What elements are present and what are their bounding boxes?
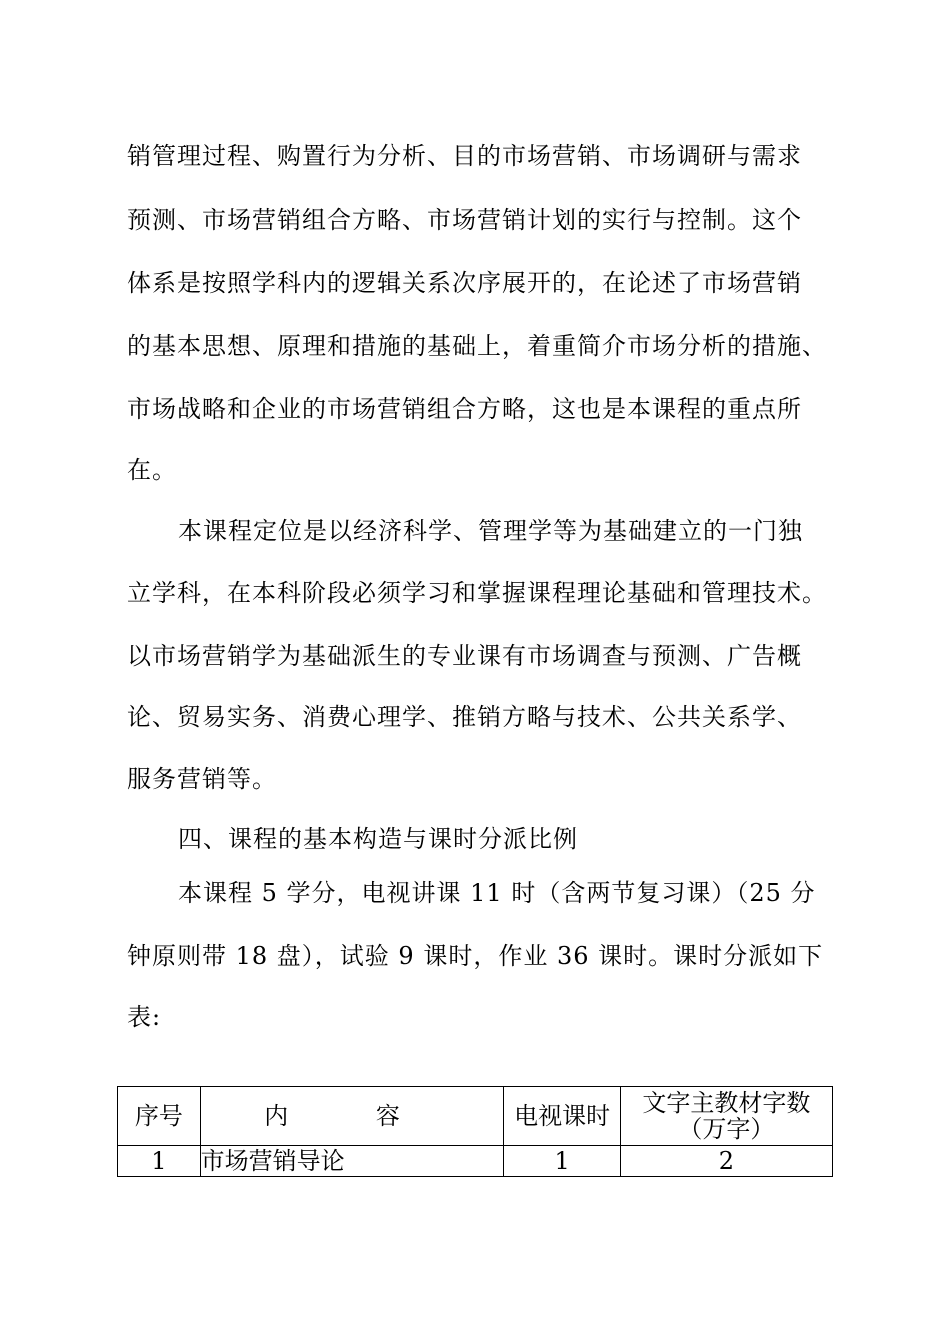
header-tv-hours: 电视课时: [504, 1087, 621, 1146]
paragraph-line: 服务营销等。: [127, 765, 277, 793]
paragraph-line: 市场战略和企业的市场营销组合方略，这也是本课程的重点所: [127, 395, 802, 423]
paragraph-line: 本课程定位是以经济科学、管理学等为基础建立的一门独: [178, 517, 803, 545]
paragraph-line: 销管理过程、购置行为分析、目的市场营销、市场调研与需求: [127, 142, 802, 170]
paragraph-line: 立学科，在本科阶段必须学习和掌握课程理论基础和管理技术。: [127, 579, 827, 607]
header-number: 序号: [118, 1087, 201, 1146]
paragraph-line: 以市场营销学为基础派生的专业课有市场调查与预测、广告概: [127, 642, 802, 670]
paragraph-line: 本课程 5 学分，电视讲课 11 时（含两节复习课）（25 分: [178, 879, 816, 907]
cell-tv-hours: 1: [504, 1146, 621, 1177]
paragraph-line: 体系是按照学科内的逻辑关系次序展开的，在论述了市场营销: [127, 269, 802, 297]
table-header-row: [118, 1087, 833, 1146]
cell-word-count: 2: [620, 1146, 832, 1177]
paragraph-line: 表:: [127, 1003, 162, 1031]
paragraph-line: 论、贸易实务、消费心理学、推销方略与技术、公共关系学、: [127, 703, 802, 731]
header-word-count: 文字主教材字数（万字）: [620, 1087, 832, 1146]
cell-content: 市场营销导论: [200, 1146, 504, 1177]
paragraph-line: 钟原则带 18 盘），试验 9 课时，作业 36 课时。课时分派如下: [127, 942, 824, 970]
header-content: 内 容: [200, 1087, 504, 1146]
table-row: [118, 1146, 833, 1177]
paragraph-line: 预测、市场营销组合方略、市场营销计划的实行与控制。这个: [127, 206, 802, 234]
paragraph-line: 的基本思想、原理和措施的基础上，着重简介市场分析的措施、: [127, 332, 827, 360]
paragraph-line: 在。: [127, 456, 177, 484]
section-heading: 四、课程的基本构造与课时分派比例: [178, 825, 578, 853]
cell-number: 1: [118, 1146, 201, 1177]
course-hours-table: [117, 1086, 833, 1177]
